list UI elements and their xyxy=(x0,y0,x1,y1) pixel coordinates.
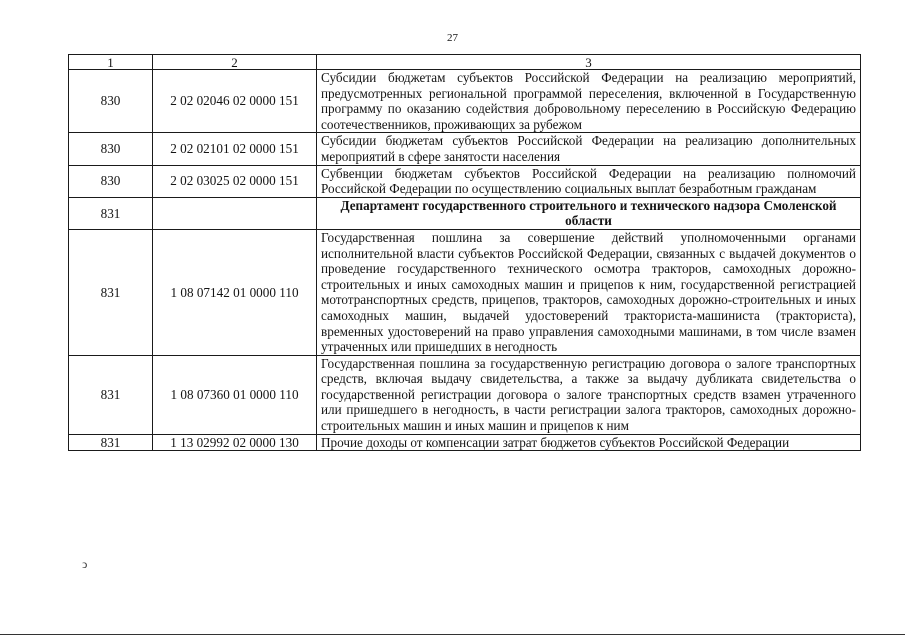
department-heading: Департамент государственного строительного и технического надзора Смоленской области xyxy=(317,197,861,229)
admin-code-cell: 830 xyxy=(69,70,153,133)
revenue-code-cell xyxy=(153,197,317,229)
table-header-row xyxy=(69,55,861,70)
admin-code-cell: 831 xyxy=(69,197,153,229)
column-header-1: 1 xyxy=(69,55,153,70)
admin-code-cell: 830 xyxy=(69,133,153,165)
description-cell: Субвенции бюджетам субъектов Российской Федерации на реализацию полномочий Российской Федерации по осуществлению социальных выплат безработным гражданам xyxy=(317,165,861,197)
admin-code-cell: 830 xyxy=(69,165,153,197)
admin-code-cell: 831 xyxy=(69,434,153,451)
page-bottom-rule xyxy=(0,634,905,635)
table-row xyxy=(69,229,861,355)
scan-mark: ↄ xyxy=(82,557,88,571)
revenue-code-cell: 2 02 03025 02 0000 151 xyxy=(153,165,317,197)
column-header-3: 3 xyxy=(317,55,861,70)
column-header-2: 2 xyxy=(153,55,317,70)
revenue-code-cell: 1 08 07142 01 0000 110 xyxy=(153,229,317,355)
description-cell: Государственная пошлина за государственную регистрацию договора о залоге транспортных средств, включая выдачу свидетельства, а также за выдачу дубликата свидетельства о государственной регистрации договора о залоге транспортных средств взамен утраченного или пришедшего в негодность, в части регистрации залога тракторов, самоходных дорожно-строительных машин и иных машин и прицепов к ним xyxy=(317,355,861,434)
table-row xyxy=(69,70,861,133)
revenue-code-cell: 1 08 07360 01 0000 110 xyxy=(153,355,317,434)
revenue-code-cell: 1 13 02992 02 0000 130 xyxy=(153,434,317,451)
description-cell: Субсидии бюджетам субъектов Российской Федерации на реализацию мероприятий, предусмотренных региональной программой переселения, включенной в Государственную программу по оказанию содействия добровольному переселению в Российскую Федерацию соотечественников, проживающих за рубежом xyxy=(317,70,861,133)
admin-code-cell: 831 xyxy=(69,355,153,434)
revenue-code-cell: 2 02 02046 02 0000 151 xyxy=(153,70,317,133)
table-row-department-heading xyxy=(69,197,861,229)
revenue-codes-table xyxy=(68,54,861,451)
table-row xyxy=(69,165,861,197)
table-row xyxy=(69,133,861,165)
revenue-code-cell: 2 02 02101 02 0000 151 xyxy=(153,133,317,165)
table-row xyxy=(69,355,861,434)
description-cell: Субсидии бюджетам субъектов Российской Федерации на реализацию дополнительных мероприятий в сфере занятости населения xyxy=(317,133,861,165)
admin-code-cell: 831 xyxy=(69,229,153,355)
page-number: 27 xyxy=(447,32,458,44)
table-row xyxy=(69,434,861,451)
description-cell: Прочие доходы от компенсации затрат бюджетов субъектов Российской Федерации xyxy=(317,434,861,451)
description-cell: Государственная пошлина за совершение действий уполномоченными органами исполнительной власти субъектов Российской Федерации, связанных с выдачей документов о проведение государственного технического осмотра тракторов, самоходных дорожно-строительных и иных самоходных машин и прицепов к ним, государственной регистрацией мототранспортных средств, прицепов, тракторов, самоходных дорожно-строительных и иных самоходных машин, выдачей удостоверений тракториста-машиниста (тракториста), временных удостоверений на право управления самоходными машинами, в том числе взамен утраченных или пришедших в негодность xyxy=(317,229,861,355)
